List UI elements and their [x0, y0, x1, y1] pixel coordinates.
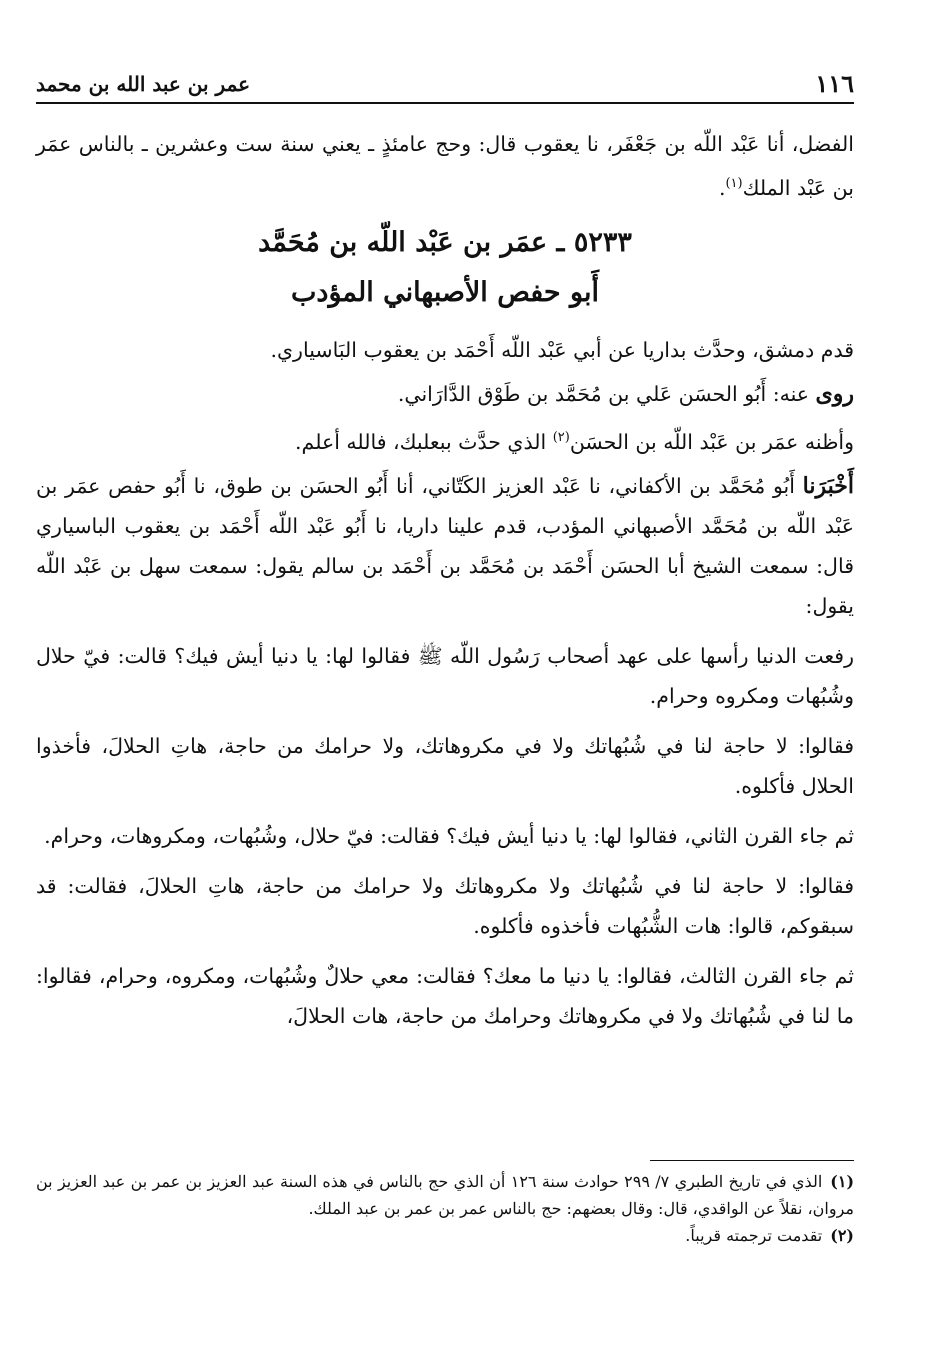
paragraph-10: ثم جاء القرن الثالث، فقالوا: يا دنيا ما معك؟ فقالت: معي حلالٌ وشُبُهات، ومكروه، وحرام، فقالوا: ما لنا في شُبُهاتك ولا في مكروهاتك وحرامك من حاجة، هات الحلالَ، [36, 963, 854, 1028]
footnote-separator [650, 1160, 854, 1161]
paragraph-5 [36, 466, 854, 626]
entry-title-line-2: أَبو حفص الأصبهاني المؤدب [291, 276, 599, 308]
footnote-1-number: (١) [830, 1172, 855, 1191]
paragraph-4-text-a: وأظنه عمَر بن عَبْد اللّه بن الحسَن [569, 429, 854, 454]
footnote-2-number: (٢) [830, 1226, 854, 1245]
running-title: عمر بن عبد الله بن محمد [36, 72, 251, 96]
paragraph-8: ثم جاء القرن الثاني، فقالوا لها: يا دنيا أيش فيك؟ فقالت: فيّ حلال، وشُبُهات، ومكروهات، وحرام. [44, 823, 854, 848]
entry-title [36, 218, 854, 318]
paragraph-6: رفعت الدنيا رأسها على عهد أصحاب رَسُول اللّه ﷺ فقالوا لها: يا دنيا أيش فيك؟ قالت: فيّ حلال وشُبُهات ومكروه وحرام. [36, 643, 854, 708]
page-number: ١١٦ [815, 69, 854, 98]
paragraph-5-lead: أَخْبَرَنا [802, 472, 854, 499]
paragraph-2: قدم دمشق، وحدَّث بداريا عن أبي عَبْد اللّه أَحْمَد بن يعقوب البَاسياري. [270, 337, 854, 362]
paragraph-3-text: عنه: أَبُو الحسَن عَلي بن مُحَمَّد بن طَوْق الدَّارَاني. [397, 381, 816, 406]
footnotes [36, 1168, 854, 1249]
page-header [36, 58, 854, 104]
paragraph-7: فقالوا: لا حاجة لنا في شُبُهاتك ولا في مكروهاتك، ولا حرامك من حاجة، هاتِ الحلالَ، فأخذوا الحلال فأكلوه. [36, 733, 854, 798]
paragraph-3-lead: روى [815, 380, 854, 407]
entry-title-line-1: ٥٢٣٣ ـ عمَر بن عَبْد اللّه بن مُحَمَّد [258, 226, 632, 258]
main-text [36, 124, 854, 1046]
footnote-ref-2: (٢) [552, 429, 570, 445]
paragraph-1: الفضل، أنا عَبْد اللّه بن جَعْفَر، نا يعقوب قال: وحج عامئذٍ ـ يعني سنة ست وعشرين ـ بالناس عمَر بن عَبْد الملك$^{(١)}$. [36, 132, 854, 200]
paragraph-3 [36, 374, 854, 414]
footnote-1-text: الذي في تاريخ الطبري ٧/ ٢٩٩ حوادث سنة ١٢٦ أن الذي حج بالناس في هذه السنة عبد العزيز بن عمر بن عبد العزيز بن مروان، نقلاً عن الواقدي، قال: وقال بعضهم: حج بالناس عمر بن عمر بن عبد الملك. [36, 1172, 854, 1218]
paragraph-5-text: أَبُو مُحَمَّد بن الأكفاني، نا عَبْد العزيز الكَتّاني، أنا أَبُو الحسَن بن طوق، نا أَبُو حفص عمَر بن عَبْد اللّه بن مُحَمَّد الأصبهاني المؤدب، قدم علينا داريا، نا أَبُو عَبْد اللّه أَحْمَد بن يعقوب الباسياري قال: سمعت الشيخ أبا الحسَن أَحْمَد بن مُحَمَّد بن أَحْمَد بن سالم يقول: سمعت سهل بن عَبْد اللّه يقول: [36, 473, 854, 618]
paragraph-4 [36, 418, 854, 462]
paragraph-9: فقالوا: لا حاجة لنا في شُبُهاتك ولا مكروهاتك ولا حرامك من حاجة، هاتِ الحلالَ، فقالت: قد سبقوكم، قالوا: هات الشُّبُهات فأخذوه فأكلوه. [36, 873, 854, 938]
footnote-2 [36, 1222, 854, 1249]
footnote-ref-1: (١) [725, 176, 743, 191]
paragraph-1-text: الفضل، أنا عَبْد اللّه بن جَعْفَر، نا يعقوب قال: وحج عامئذٍ ـ يعني سنة ست وعشرين ـ بالناس عمَر بن عَبْد الملك [36, 132, 854, 200]
paragraph-4-text-b: الذي حدَّث ببعلبك، فالله أعلم. [295, 429, 553, 454]
footnote-1 [36, 1168, 854, 1222]
footnote-2-text: تقدمت ترجمته قريباً. [685, 1226, 823, 1245]
